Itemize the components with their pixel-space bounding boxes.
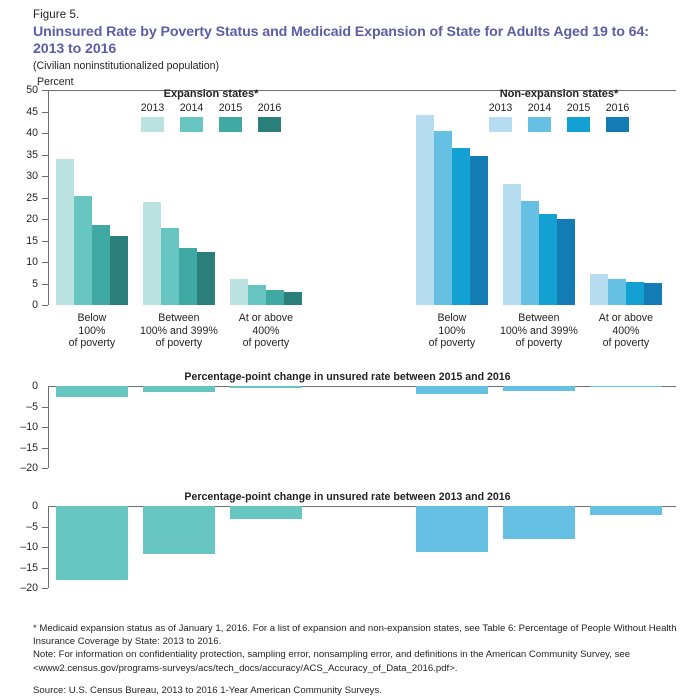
- legend-year: 2013: [488, 102, 513, 114]
- change-bar: [416, 506, 488, 552]
- y-tick-label: 0: [32, 299, 38, 311]
- category-label-line: of poverty: [515, 337, 563, 350]
- y-tick: [42, 241, 48, 242]
- bar: [503, 184, 521, 305]
- bar: [539, 214, 557, 305]
- change-bar: [503, 506, 575, 539]
- bar: [230, 279, 248, 305]
- bar: [197, 252, 215, 305]
- change-bar: [503, 386, 575, 391]
- category-label-line: Below: [77, 312, 107, 324]
- y-tick: [42, 262, 48, 263]
- sub-y-tick: [42, 407, 48, 408]
- category-label-line: At or above: [598, 312, 653, 324]
- sub-y-axis-2: [48, 506, 49, 588]
- category-label-line: of poverty: [242, 337, 290, 350]
- y-axis-unit-label: Percent: [37, 76, 74, 88]
- y-tick: [42, 305, 48, 306]
- sub-y-axis-1: [48, 386, 49, 468]
- sub-y-tick-label: –5: [26, 520, 38, 533]
- legend-swatch-0: [141, 117, 164, 132]
- category-label-line: of poverty: [428, 337, 476, 350]
- bar: [284, 292, 302, 305]
- sub-y-tick: [42, 547, 48, 548]
- legend-year: 2013: [140, 102, 165, 114]
- y-tick: [42, 284, 48, 285]
- category-label: [211, 312, 321, 350]
- bar: [74, 196, 92, 305]
- legend-swatch-2: [219, 117, 242, 132]
- bar: [557, 219, 575, 305]
- bar: [416, 115, 434, 305]
- sub-y-tick: [42, 427, 48, 428]
- note-source: Source: U.S. Census Bureau, 2013 to 2016 1-Year American Community Surveys.: [33, 684, 382, 696]
- panel-title-2013-2016: Percentage-point change in unsured rate between 2013 and 2016: [184, 491, 511, 503]
- bar: [434, 131, 452, 305]
- y-tick: [42, 219, 48, 220]
- y-tick-label: 25: [26, 191, 38, 204]
- category-label-line: 100%: [438, 324, 466, 337]
- y-tick-label: 5: [32, 277, 38, 290]
- bar: [590, 274, 608, 305]
- change-bar: [590, 506, 662, 515]
- category-label: [571, 312, 681, 350]
- bar: [452, 148, 470, 305]
- y-tick: [42, 198, 48, 199]
- change-bar: [143, 506, 215, 554]
- bar: [161, 228, 179, 305]
- change-bar: [56, 506, 128, 580]
- sub-y-tick-label: –15: [20, 561, 38, 574]
- y-tick: [42, 155, 48, 156]
- category-label-line: of poverty: [155, 337, 203, 350]
- legend-year: 2016: [605, 102, 630, 114]
- bar: [608, 279, 626, 305]
- bar: [266, 290, 284, 305]
- legend-non-expansion: [481, 88, 637, 132]
- y-tick-label: 45: [26, 105, 38, 118]
- legend-swatch-2: [567, 117, 590, 132]
- sub-y-tick: [42, 448, 48, 449]
- category-label-line: of poverty: [602, 337, 650, 350]
- legend-title: Non-expansion states*: [499, 88, 619, 100]
- y-tick-label: 30: [26, 170, 38, 182]
- legend-color-swatches: [481, 117, 637, 132]
- category-label-line: of poverty: [68, 337, 116, 350]
- bar: [92, 225, 110, 305]
- sub-y-tick-label: –20: [20, 462, 38, 474]
- sub-y-tick: [42, 527, 48, 528]
- change-bar: [230, 386, 302, 388]
- legend-year-labels: [133, 102, 289, 114]
- legend-swatch-3: [258, 117, 281, 132]
- y-tick-label: 40: [26, 127, 38, 139]
- change-bar: [56, 386, 128, 397]
- y-tick: [42, 133, 48, 134]
- category-label-line: 100% and 399%: [140, 324, 218, 337]
- panel-title-2015-2016: Percentage-point change in unsured rate between 2015 and 2016: [184, 371, 511, 383]
- sub-y-tick-label: 0: [32, 500, 38, 512]
- note-general: Note: For information on confidentiality protection, sampling error, nonsampling error, and definitions in the American Community Survey, see <www2.census.gov/programs-surveys/acs/tech_docs/accuracy/ACS_Accuracy_of_Data_2016.pdf>.: [33, 649, 631, 674]
- change-bar: [590, 386, 662, 387]
- figure-number: Figure 5.: [33, 9, 80, 21]
- sub-y-tick-label: –5: [26, 400, 38, 413]
- sub-y-tick-label: 0: [32, 380, 38, 392]
- y-tick-label: 20: [26, 213, 38, 225]
- category-label-line: Between: [158, 312, 200, 324]
- y-tick: [42, 90, 48, 91]
- bar: [179, 248, 197, 305]
- category-label-line: 100% and 399%: [500, 324, 578, 337]
- bar: [143, 202, 161, 305]
- sub-y-tick-label: –10: [20, 541, 38, 553]
- legend-year: 2015: [218, 102, 243, 114]
- sub-y-tick: [42, 568, 48, 569]
- change-bar: [230, 506, 302, 519]
- y-tick-label: 50: [26, 84, 38, 96]
- bar: [626, 282, 644, 305]
- legend-swatch-1: [180, 117, 203, 132]
- category-label-line: At or above: [238, 312, 293, 324]
- y-tick: [42, 112, 48, 113]
- change-chart-2013-2016: [48, 506, 676, 588]
- category-label-line: 400%: [612, 324, 640, 337]
- legend-swatch-1: [528, 117, 551, 132]
- category-label-line: 400%: [252, 324, 280, 337]
- change-bar: [143, 386, 215, 392]
- legend-title: Expansion states*: [163, 88, 259, 100]
- bar: [56, 159, 74, 305]
- category-label-line: Below: [437, 312, 467, 324]
- note-footnote: * Medicaid expansion status as of January 1, 2016. For a list of expansion and non-expansion states, see Table 6: Percentage of People Without Health Insurance Coverage by State: 2013 to 2016.: [33, 623, 677, 648]
- sub-y-tick: [42, 468, 48, 469]
- bar: [644, 283, 662, 305]
- figure-subtitle: (Civilian noninstitutionalized population): [33, 60, 220, 72]
- legend-expansion: [133, 88, 289, 132]
- change-bar: [416, 386, 488, 394]
- figure-title: Uninsured Rate by Poverty Status and Medicaid Expansion of State for Adults Aged 19 to 64: 2013 to 2016: [33, 24, 649, 57]
- bar: [470, 156, 488, 305]
- sub-y-tick: [42, 588, 48, 589]
- sub-y-tick-label: –15: [20, 441, 38, 454]
- legend-year: 2014: [179, 102, 204, 114]
- change-chart-2015-2016: [48, 386, 676, 468]
- category-label-line: 100%: [78, 324, 106, 337]
- bar: [248, 285, 266, 305]
- y-tick-label: 10: [26, 256, 38, 268]
- y-tick-label: 15: [26, 234, 38, 247]
- bar: [110, 236, 128, 305]
- category-label-line: Between: [518, 312, 560, 324]
- y-tick-label: 35: [26, 148, 38, 161]
- legend-swatch-3: [606, 117, 629, 132]
- bar: [521, 201, 539, 305]
- sub-y-tick-label: –20: [20, 582, 38, 594]
- legend-year: 2014: [527, 102, 552, 114]
- legend-year: 2016: [257, 102, 282, 114]
- legend-swatch-0: [489, 117, 512, 132]
- legend-color-swatches: [133, 117, 289, 132]
- figure-notes: [33, 622, 678, 697]
- sub-y-tick-label: –10: [20, 421, 38, 433]
- legend-year-labels: [481, 102, 637, 114]
- y-tick: [42, 176, 48, 177]
- legend-year: 2015: [566, 102, 591, 114]
